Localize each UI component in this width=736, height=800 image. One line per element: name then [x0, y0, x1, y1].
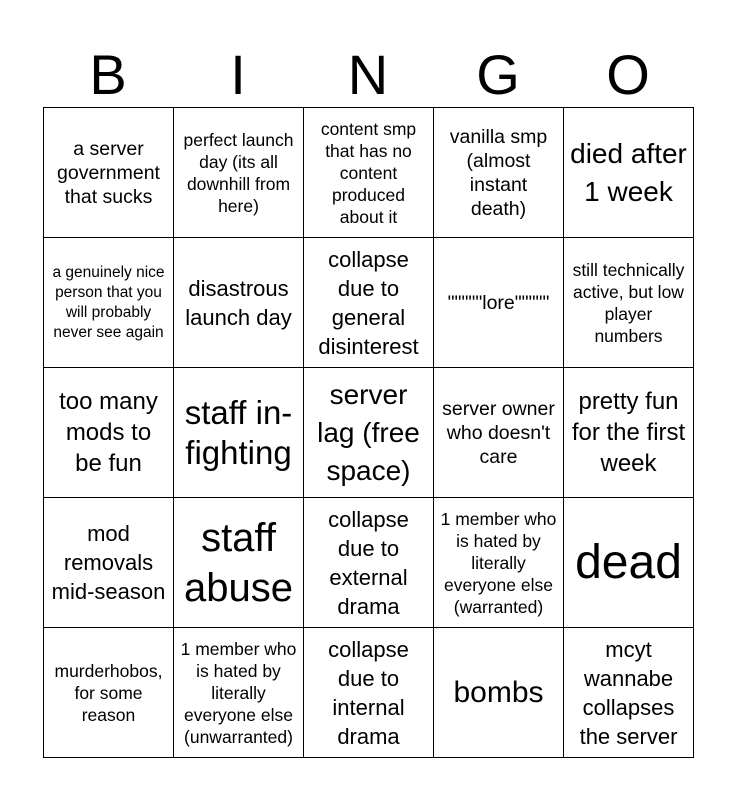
cell-text: server owner who doesn't care: [442, 397, 555, 468]
cell-text: 1 member who is hated by literally everyone else (unwarranted): [180, 638, 297, 747]
cell-text: collapse due to internal drama: [328, 636, 409, 749]
cell-text: vanilla smp (almost instant death): [449, 125, 548, 220]
cell-text: a genuinely nice person that you will probably never see again: [52, 263, 165, 341]
cell-text: pretty fun for the first week: [571, 388, 686, 477]
cell-text: mcyt wannabe collapses the server: [579, 636, 678, 749]
bingo-cell[interactable]: [304, 238, 434, 368]
bingo-cell[interactable]: [304, 368, 434, 498]
bingo-cell[interactable]: [44, 498, 174, 628]
bingo-cell[interactable]: [44, 368, 174, 498]
bingo-cell[interactable]: [564, 238, 694, 368]
bingo-cell[interactable]: [174, 628, 304, 758]
bingo-cell[interactable]: [434, 628, 564, 758]
cell-text: mod removals mid-season: [51, 521, 166, 604]
bingo-cell[interactable]: [434, 498, 564, 628]
cell-text: """""lore""""": [447, 291, 550, 314]
cell-text: still technically active, but low player numbers: [572, 259, 685, 346]
bingo-cell[interactable]: [174, 498, 304, 628]
header-letter-b: B: [89, 43, 127, 106]
cell-text: 1 member who is hated by literally everyone else (warranted): [440, 508, 557, 617]
bingo-cell[interactable]: [174, 368, 304, 498]
header-letter-i: I: [230, 43, 246, 106]
bingo-cell[interactable]: [304, 498, 434, 628]
cell-text: bombs: [453, 675, 544, 709]
bingo-cell[interactable]: [304, 628, 434, 758]
bingo-cell[interactable]: [564, 368, 694, 498]
cell-text: a server government that sucks: [57, 137, 160, 208]
cell-text: collapse due to general disinterest: [318, 246, 419, 359]
bingo-cell[interactable]: [434, 368, 564, 498]
cell-text: collapse due to external drama: [328, 506, 409, 619]
cell-text: server lag (free space): [317, 378, 420, 486]
cell-text: content smp that has no content produced about it: [320, 118, 417, 227]
cell-text: dead: [575, 535, 682, 589]
header-letter-g: G: [476, 43, 520, 106]
bingo-cell[interactable]: [564, 108, 694, 238]
header-letter-o: O: [606, 43, 650, 106]
bingo-cell[interactable]: [304, 108, 434, 238]
cell-text: perfect launch day (its all downhill from here): [183, 129, 294, 216]
bingo-cell[interactable]: [434, 108, 564, 238]
bingo-cell[interactable]: [564, 628, 694, 758]
cell-text: murderhobos, for some reason: [54, 660, 163, 725]
bingo-cell[interactable]: [44, 628, 174, 758]
bingo-cell[interactable]: [174, 108, 304, 238]
bingo-board: [43, 107, 694, 758]
bingo-cell[interactable]: [564, 498, 694, 628]
cell-text: died after 1 week: [570, 137, 687, 207]
bingo-cell[interactable]: [44, 108, 174, 238]
bingo-cell[interactable]: [434, 238, 564, 368]
header-letter-n: N: [347, 43, 389, 106]
bingo-cell[interactable]: [44, 238, 174, 368]
cell-text: staff abuse: [184, 515, 293, 610]
cell-text: too many mods to be fun: [59, 388, 158, 477]
cell-text: staff in-fighting: [184, 393, 293, 471]
bingo-cell[interactable]: [174, 238, 304, 368]
cell-text: disastrous launch day: [185, 275, 292, 330]
bingo-header: [43, 44, 693, 106]
